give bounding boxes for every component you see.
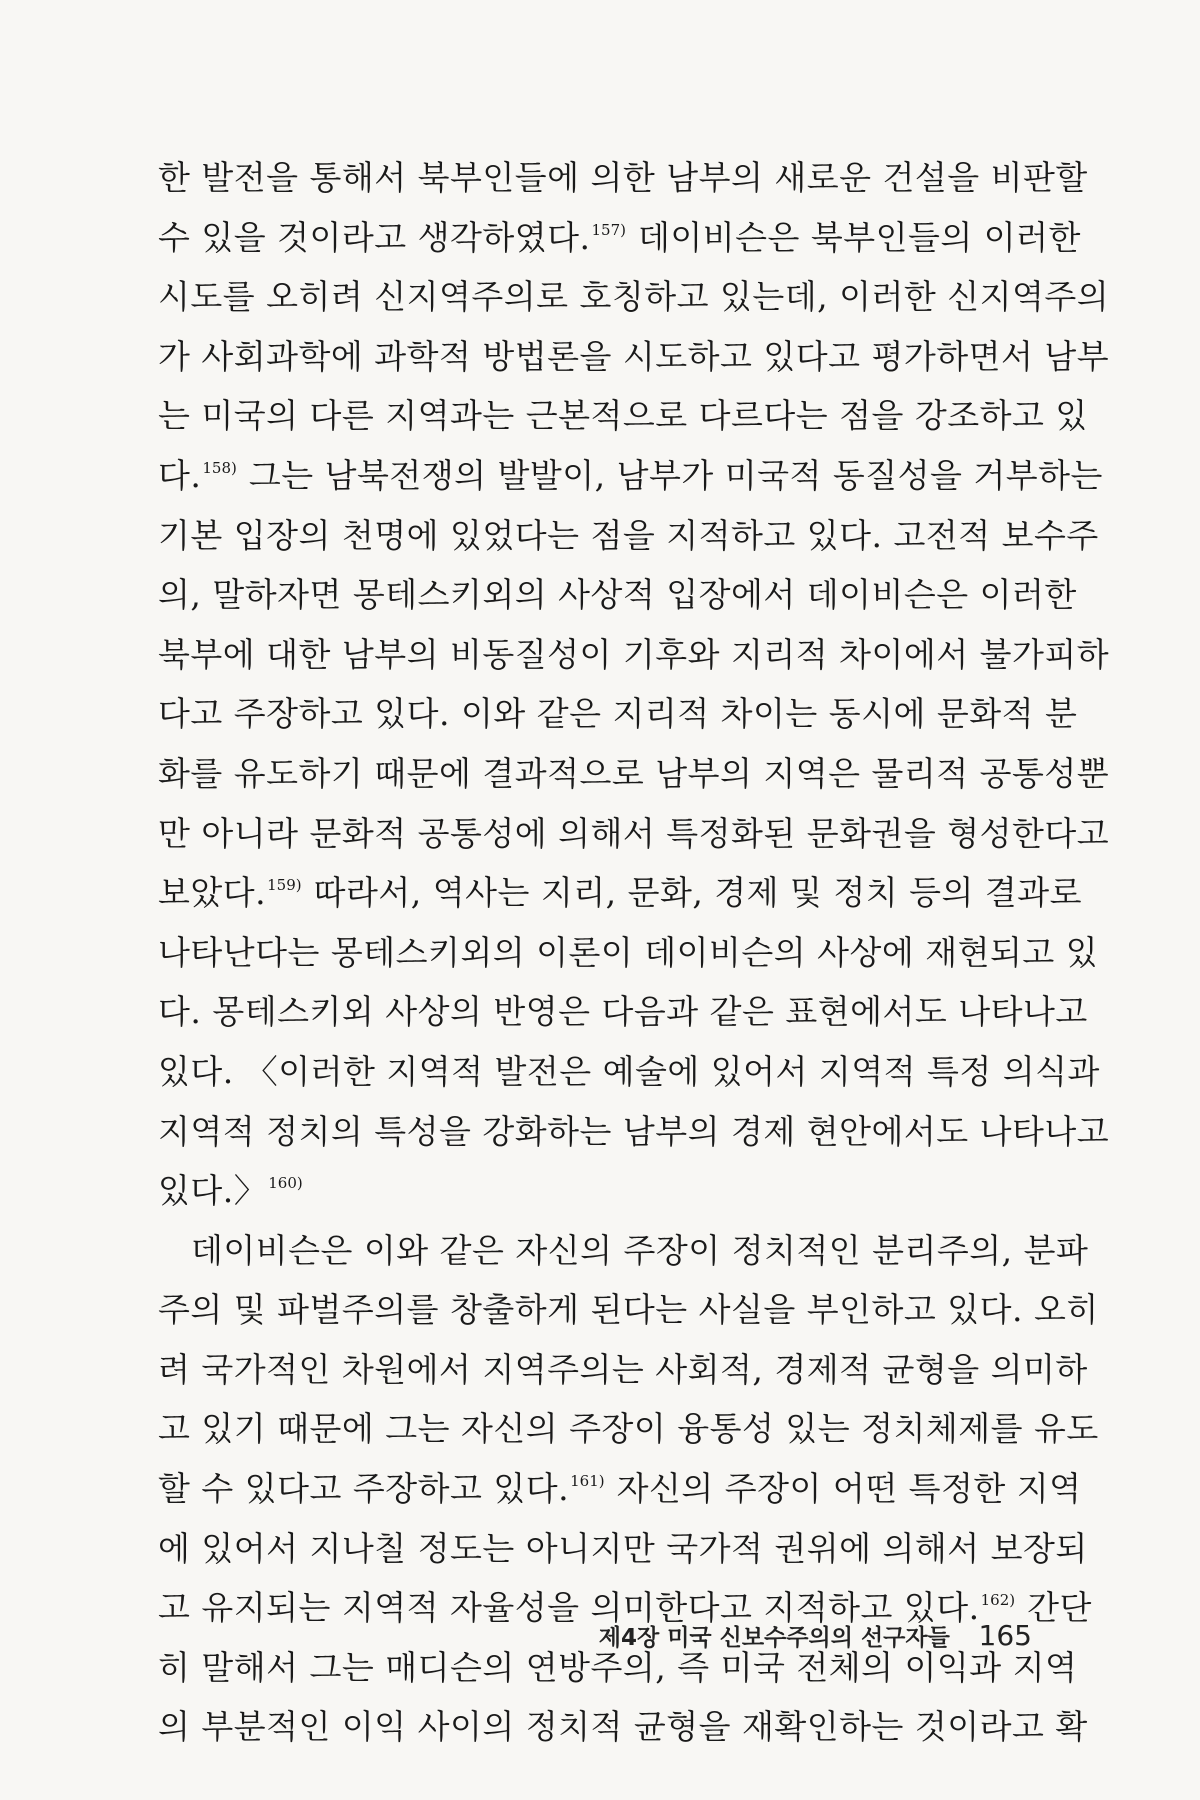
line-text: 있다.〉 <box>158 1171 268 1211</box>
line-text: 다고 주장하고 있다. 이와 같은 지리적 차이는 동시에 문화적 분 <box>158 694 1078 734</box>
text-line <box>158 386 1088 446</box>
line-text: 에 있어서 지나칠 정도는 아니지만 국가적 권위에 의해서 보장되 <box>158 1528 1088 1568</box>
line-text-continued: 따라서, 역사는 지리, 문화, 경제 및 정치 등의 결과로 <box>302 873 1083 913</box>
text-line <box>158 565 1077 625</box>
line-text: 한 발전을 통해서 북부인들에 의한 남부의 새로운 건설을 비판할 <box>158 158 1088 197</box>
line-text: 고 유지되는 지역적 자율성을 의미한다고 지적하고 있다. <box>158 1588 980 1628</box>
text-line <box>158 684 1078 744</box>
line-text-continued: 그는 남북전쟁의 발발이, 남부가 미국적 동질성을 거부하는 <box>237 455 1103 495</box>
line-text: 기본 입장의 천명에 있었다는 점을 지적하고 있다. 고전적 보수주 <box>158 515 1099 555</box>
line-text: 는 미국의 다른 지역과는 근본적으로 다르다는 점을 강조하고 있 <box>158 396 1088 436</box>
text-line <box>158 506 1099 566</box>
line-text: 고 있기 때문에 그는 자신의 주장이 융통성 있는 정치체제를 유도 <box>158 1409 1099 1449</box>
text-line <box>158 982 1088 1042</box>
footnote-marker: 159) <box>267 876 302 895</box>
line-text: 다. <box>158 455 202 495</box>
line-text-continued: 간단 <box>1016 1588 1092 1628</box>
body-text <box>158 148 1110 1757</box>
line-text-continued: 자신의 주장이 어떤 특정한 지역 <box>605 1469 1082 1509</box>
chapter-title: 제4장 미국 신보수주의의 선구자들 <box>598 1625 950 1651</box>
line-text: 수 있을 것이라고 생각하였다. <box>158 217 591 257</box>
line-text: 시도를 오히려 신지역주의로 호칭하고 있는데, 이러한 신지역주의 <box>158 277 1110 317</box>
line-text: 보았다. <box>158 873 267 913</box>
text-line <box>158 267 1110 327</box>
text-line <box>158 744 1110 804</box>
line-text: 화를 유도하기 때문에 결과적으로 남부의 지역은 물리적 공통성뿐 <box>158 753 1110 793</box>
text-line <box>158 923 1099 983</box>
text-line <box>158 446 1103 506</box>
line-text: 의 부분적인 이익 사이의 정치적 균형을 재확인하는 것이라고 확 <box>158 1707 1088 1747</box>
line-text: 할 수 있다고 주장하고 있다. <box>158 1469 570 1509</box>
line-text: 의, 말하자면 몽테스키외의 사상적 입장에서 데이비슨은 이러한 <box>158 575 1077 615</box>
line-text: 있다. 〈이러한 지역적 발전은 예술에 있어서 지역적 특정 의식과 <box>158 1051 1100 1091</box>
line-text: 려 국가적인 차원에서 지역주의는 사회적, 경제적 균형을 의미하 <box>158 1349 1088 1389</box>
line-text-continued: 데이비슨은 북부인들의 이러한 <box>626 217 1081 257</box>
line-text: 북부에 대한 남부의 비동질성이 기후와 지리적 차이에서 불가피하 <box>158 634 1110 674</box>
page-number: 165 <box>978 1619 1032 1652</box>
running-footer <box>599 1616 1032 1656</box>
text-line <box>158 1161 1046 1221</box>
text-line <box>158 148 1088 208</box>
line-text: 지역적 정치의 특성을 강화하는 남부의 경제 현안에서도 나타나고 <box>158 1111 1110 1151</box>
line-text: 만 아니라 문화적 공통성에 의해서 특정화된 문화권을 형성한다고 <box>158 813 1110 853</box>
footnote-marker: 160) <box>268 1174 303 1193</box>
text-line <box>158 625 1110 685</box>
text-line <box>158 804 1110 864</box>
text-line <box>158 1340 1088 1400</box>
text-line <box>158 327 1110 387</box>
text-line <box>158 1519 1088 1579</box>
footnote-marker: 157) <box>591 220 626 239</box>
line-text: 다. 몽테스키외 사상의 반영은 다음과 같은 표현에서도 나타나고 <box>158 992 1088 1032</box>
footnote-marker: 162) <box>980 1591 1016 1610</box>
footnote-marker: 158) <box>202 458 237 477</box>
line-text: 주의 및 파벌주의를 창출하게 된다는 사실을 부인하고 있다. 오히 <box>158 1290 1099 1330</box>
line-text: 히 말해서 그는 매디슨의 연방주의, 즉 미국 전체의 이익과 지역 <box>158 1647 1078 1687</box>
text-line <box>158 208 1081 268</box>
text-line <box>158 1399 1099 1459</box>
line-text: 나타난다는 몽테스키외의 이론이 데이비슨의 사상에 재현되고 있 <box>158 932 1099 972</box>
text-line <box>158 1102 1110 1162</box>
text-line <box>158 863 1083 923</box>
text-line <box>158 1280 1099 1340</box>
text-line <box>158 1697 1088 1757</box>
footnote-marker: 161) <box>570 1472 605 1491</box>
text-line <box>158 1042 1100 1102</box>
text-line <box>158 1459 1082 1519</box>
line-text: 데이비슨은 이와 같은 자신의 주장이 정치적인 분리주의, 분파 <box>191 1230 1089 1270</box>
text-line <box>158 1221 1089 1281</box>
line-text: 가 사회과학에 과학적 방법론을 시도하고 있다고 평가하면서 남부 <box>158 336 1110 376</box>
